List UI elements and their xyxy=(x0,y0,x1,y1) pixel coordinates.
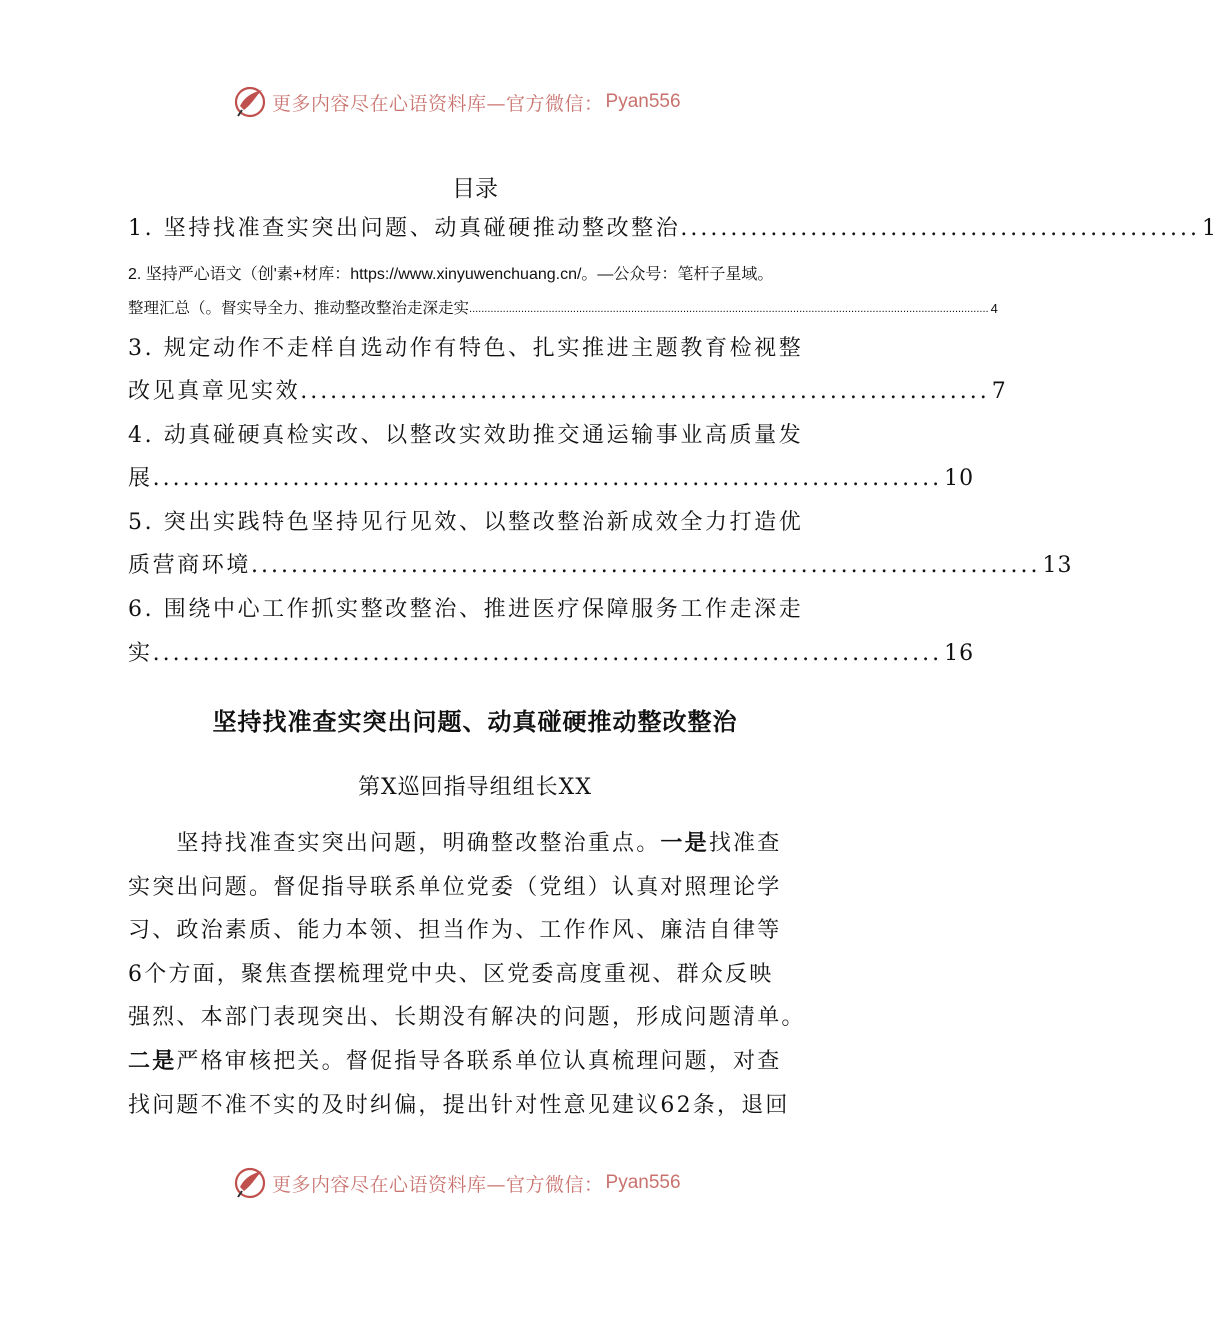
toc-leader-dots: .................................................... xyxy=(680,216,1201,241)
pen-logo-icon xyxy=(232,1165,268,1201)
toc-entry-1[interactable] xyxy=(128,211,1217,247)
toc-entry-2-line-1[interactable] xyxy=(128,263,834,287)
body-line: 找问题不准不实的及时纠偏，提出针对性意见建议62条，退回 xyxy=(128,1092,790,1118)
toc-entry-text: 1. 坚持找准查实突出问题、动真碰硬推动整改整治 xyxy=(128,216,681,241)
body-line: 坚持找准查实突出问题，明确整改整治重点。一是找准查 xyxy=(128,830,782,856)
toc-page-number: 7 xyxy=(991,379,1007,404)
toc-entry-text: 展 xyxy=(128,466,153,491)
body-line: 二是严格审核把关。督促指导各联系单位认真梳理问题，对查 xyxy=(128,1047,782,1074)
toc-leader-dots: ............................................................................... xyxy=(152,466,943,491)
body-line: 实突出问题。督促指导联系单位党委（党组）认真对照理论学 xyxy=(128,874,782,900)
toc-entry-text: 2. 坚持严心语文（创'素+材库：https://www.xinyuwenchuang.cn/。—公众号：笔杆子星域。 xyxy=(128,266,774,283)
body-line: 6个方面，聚焦查摆梳理党中央、区党委高度重视、群众反映 xyxy=(128,961,774,987)
emphasis-label: 二是 xyxy=(128,1047,177,1074)
toc-page-number: 16 xyxy=(944,641,975,666)
footer-watermark-banner xyxy=(232,1163,681,1203)
article-byline: 第X巡回指导组组长XX xyxy=(358,775,592,800)
banner-text: 更多内容尽在心语资料库—官方微信： xyxy=(272,92,604,115)
body-line: 习、政治素质、能力本领、担当作为、工作作风、廉洁自律等 xyxy=(128,918,782,944)
pen-logo-icon xyxy=(232,84,268,120)
toc-entry-text: 实 xyxy=(128,641,153,666)
toc-page-number: 13 xyxy=(1042,553,1073,578)
toc-entry-6-line-1[interactable] xyxy=(128,592,830,628)
toc-entry-text: 4. 动真碰硬真检实改、以整改实效助推交通运输事业高质量发 xyxy=(128,423,804,448)
toc-entry-4-line-1[interactable] xyxy=(128,418,830,454)
banner-text: 更多内容尽在心语资料库—官方微信： xyxy=(272,1173,604,1196)
toc-page-number: 1 xyxy=(1202,216,1217,241)
toc-entry-text: 质营商环境 xyxy=(128,553,252,578)
article-title: 坚持找准查实突出问题、动真碰硬推动整改整治 xyxy=(212,707,738,736)
banner-wechat-id: Pyan556 xyxy=(605,1172,681,1193)
toc-entry-text: 6. 围绕中心工作抓实整改整治、推进医疗保障服务工作走深走 xyxy=(128,597,804,622)
toc-entry-text: 5. 突出实践特色坚持见行见效、以整改整治新成效全力打造优 xyxy=(128,510,804,535)
toc-entry-5-line-1[interactable] xyxy=(128,505,830,541)
emphasis-label: 一是 xyxy=(660,830,709,856)
toc-page-number: 10 xyxy=(944,466,975,491)
body-line: 强烈、本部门表现突出、长期没有解决的问题，形成问题清单。 xyxy=(128,1005,806,1031)
toc-leader-dots: ............................................................................... xyxy=(251,553,1041,578)
toc-page-number: 4 xyxy=(990,301,998,316)
toc-entry-6-line-2[interactable] xyxy=(128,636,975,672)
toc-entry-4-line-2[interactable] xyxy=(128,461,975,497)
toc-entry-3-line-1[interactable] xyxy=(128,331,830,367)
toc-entry-5-line-2[interactable] xyxy=(128,548,1073,584)
article-body xyxy=(128,822,833,1127)
toc-leader-dots: ............................................................................... xyxy=(152,641,943,666)
header-watermark-banner xyxy=(232,82,681,122)
banner-wechat-id: Pyan556 xyxy=(605,91,681,112)
toc-leader-dots: .......................................................................................................................................................................... xyxy=(469,303,989,315)
toc-entry-text: 整理汇总（。督实导全力、推动整改整治走深走实 xyxy=(128,300,470,317)
toc-title: 目录 xyxy=(452,176,498,202)
toc-leader-dots: ..................................................................... xyxy=(300,379,990,404)
toc-entry-3-line-2[interactable] xyxy=(128,374,1007,410)
toc-entry-2-line-2[interactable] xyxy=(128,297,998,321)
toc-entry-text: 改见真章见实效 xyxy=(128,379,301,404)
toc-entry-text: 3. 规定动作不走样自选动作有特色、扎实推进主题教育检视整 xyxy=(128,336,804,361)
